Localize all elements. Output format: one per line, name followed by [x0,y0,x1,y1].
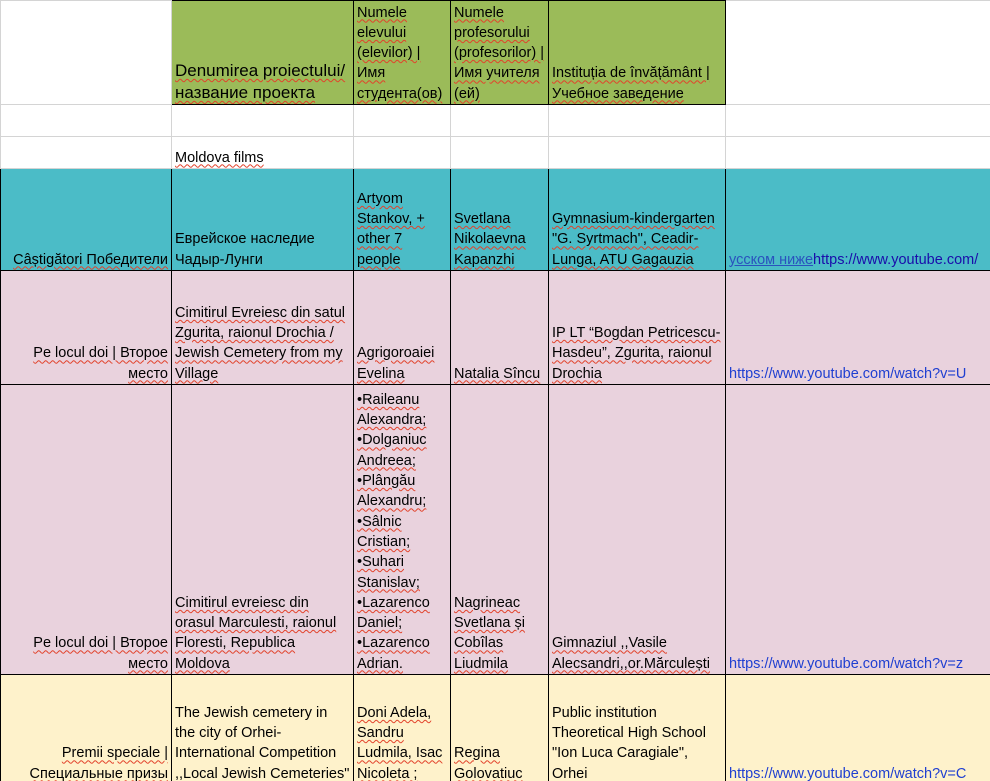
youtube-link[interactable]: https://www.youtube.com/ [813,251,979,268]
link-cell[interactable] [726,675,990,781]
students-cell[interactable]: Artyom Stankov, + other 7 people [354,169,451,271]
link-cell[interactable] [726,271,990,385]
students-cell[interactable]: •Raileanu Alexandra; •Dolganiuc Andreea; •Plângău Alexandru; •Sâlnic Cristian; •Suhari Stanislav; •Lazarenco Daniel; •Lazarenco Adrian. [354,385,451,675]
teacher-cell[interactable]: Nagrineac Svetlana și Cobîlas Liudmila [451,385,549,675]
section-title[interactable]: Moldova films [172,137,354,169]
cell-empty[interactable] [1,137,172,169]
teacher-cell[interactable]: Regina Golovatiuc [451,675,549,781]
institution-cell[interactable]: Gimnaziul ,,Vasile Alecsandri,,or.Mărculești [549,385,726,675]
cell-empty[interactable] [354,105,451,137]
teacher-cell[interactable]: Natalia Sîncu [451,271,549,385]
youtube-link[interactable]: https://www.youtube.com/watch?v=z [729,655,964,672]
place-cell[interactable]: Câștigători Победители [1,169,172,271]
institution-cell[interactable]: Public institution Theoretical High School "Ion Luca Caragiale", Orhei [549,675,726,781]
table-row [1,385,990,675]
place-cell[interactable]: Premii speciale | Специальные призы [1,675,172,781]
table-row [1,675,990,781]
header-institution[interactable]: Instituția de învățământ | Учебное заведение [549,1,726,105]
project-cell[interactable]: Cimitirul evreiesc din orasul Marculesti, raionul Floresti, Republica Moldova [172,385,354,675]
link-prefix[interactable]: усском ниже [729,251,814,268]
students-cell[interactable]: Agrigoroaiei Evelina [354,271,451,385]
cell-empty[interactable] [451,105,549,137]
link-cell[interactable] [726,385,990,675]
section-row [1,137,990,169]
cell-empty[interactable] [1,1,172,105]
cell-empty[interactable] [726,105,990,137]
table-row [1,271,990,385]
cell-empty[interactable] [726,1,990,105]
header-project[interactable]: Denumirea proiectului/название проекта [172,1,354,105]
project-cell[interactable]: Cimitirul Evreiesc din satul Zgurita, raionul Drochia / Jewish Cemetery from my Village [172,271,354,385]
institution-cell[interactable]: Gymnasium-kindergarten "G. Syrtmach", Ceadir-Lunga, ATU Gagauzia [549,169,726,271]
cell-empty[interactable] [1,105,172,137]
cell-empty[interactable] [726,137,990,169]
cell-empty[interactable] [451,137,549,169]
cell-empty[interactable] [172,105,354,137]
teacher-cell[interactable]: Svetlana Nikolaevna Kapanzhi [451,169,549,271]
youtube-link[interactable]: https://www.youtube.com/watch?v=C [729,765,967,781]
cell-empty[interactable] [354,137,451,169]
header-teachers[interactable]: Numele profesorului (profesorilor) | Имя учителя (ей) [451,1,549,105]
table-row [1,169,990,271]
institution-cell[interactable]: IP LT “Bogdan Petricescu-Hasdeu”, Zgurita, raionul Drochia [549,271,726,385]
header-row [1,1,990,105]
project-cell[interactable]: Еврейское наследие Чадыр-Лунги [172,169,354,271]
cell-empty[interactable] [549,105,726,137]
header-students[interactable]: Numele elevului (elevilor) | Имя студента(ов) [354,1,451,105]
link-cell[interactable] [726,169,990,271]
project-cell[interactable]: The Jewish cemetery in the city of Orhei- International Competition ,,Local Jewish Cemeteries" [172,675,354,781]
empty-row [1,105,990,137]
students-cell[interactable]: Doni Adela, Sandru Ludmila, Isac Nicoleta ; [354,675,451,781]
place-cell[interactable]: Pe locul doi | Второе место [1,385,172,675]
youtube-link[interactable]: https://www.youtube.com/watch?v=U [729,365,967,382]
cell-empty[interactable] [549,137,726,169]
place-cell[interactable]: Pe locul doi | Второе место [1,271,172,385]
